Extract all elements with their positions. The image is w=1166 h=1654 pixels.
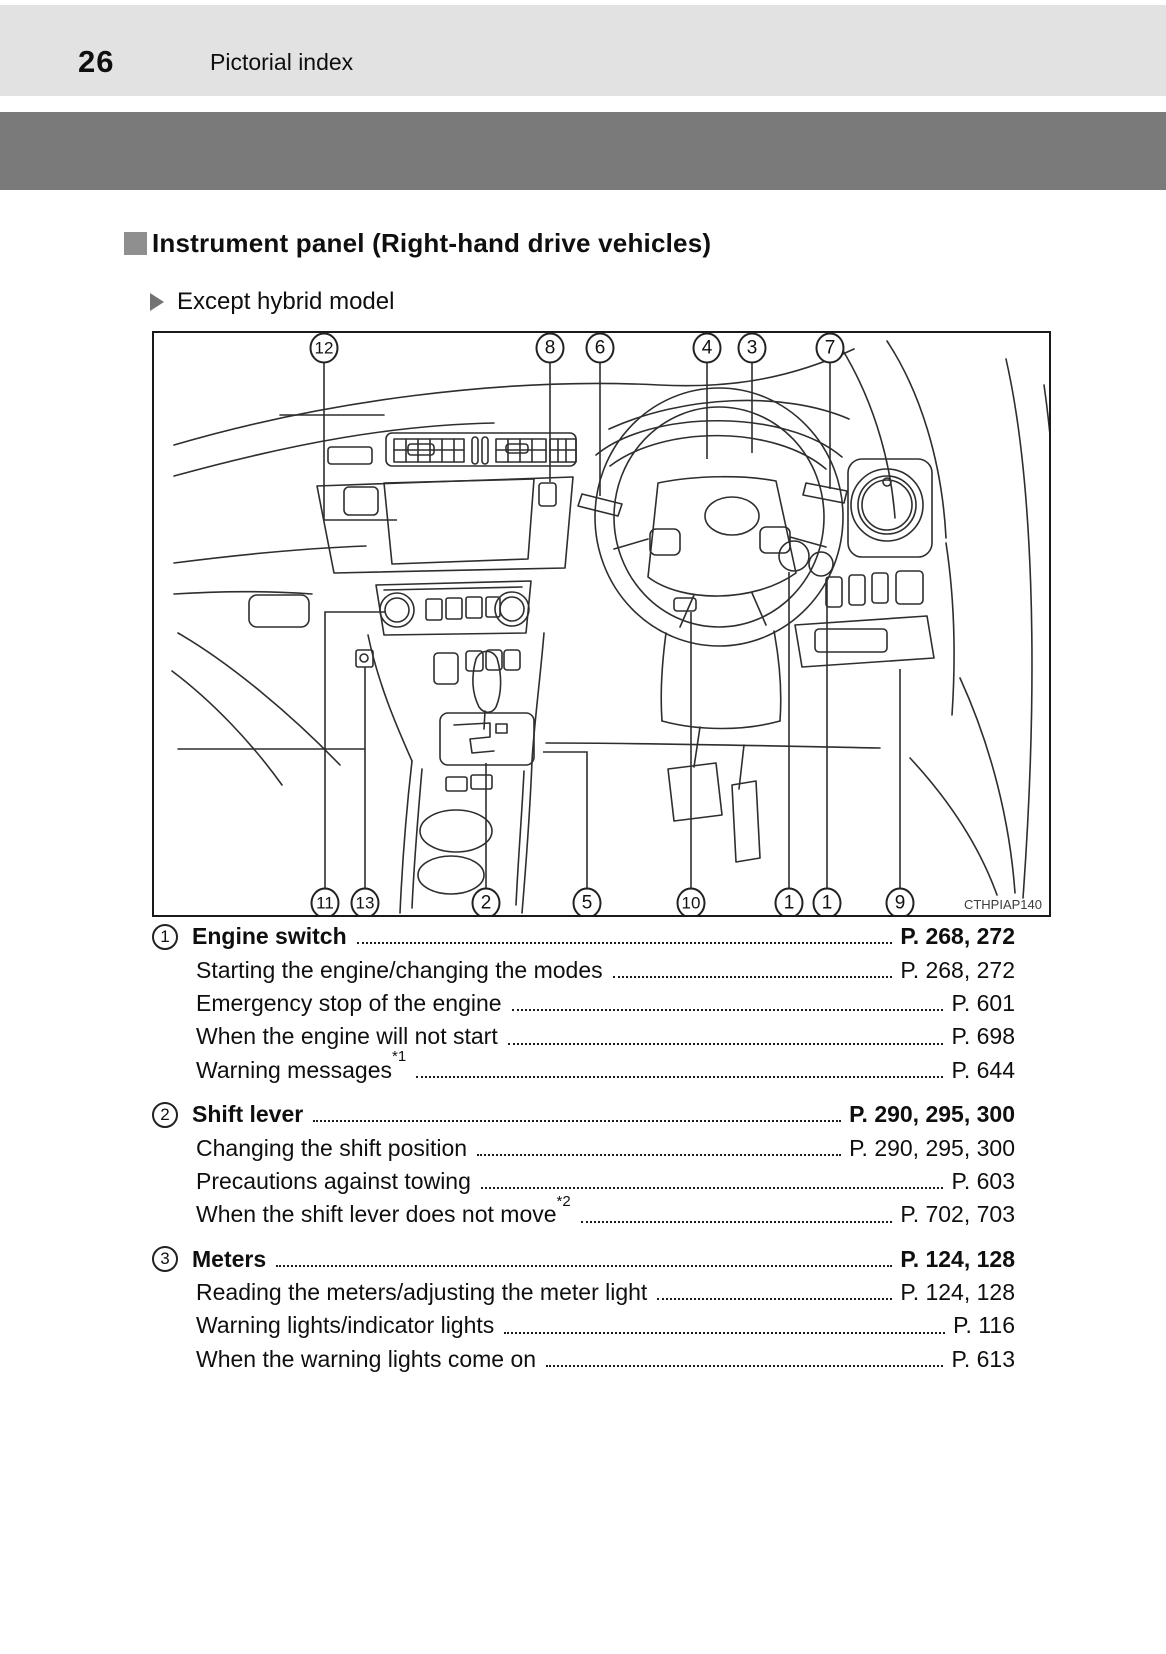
index-heading-row [152, 1243, 1015, 1276]
page-reference: P. 702, 703 [900, 1201, 1015, 1228]
index-section-3 [152, 1243, 1015, 1377]
dot-leader [276, 1265, 892, 1267]
index-item-title: Meters [192, 1245, 267, 1272]
callout-number: 10 [681, 893, 701, 913]
footnote-marker: *2 [556, 1192, 571, 1210]
callout-number: 1 [821, 892, 833, 914]
index-item-title: Shift lever [192, 1101, 304, 1128]
model-variant-line [150, 288, 394, 316]
instrument-panel-figure [152, 331, 1051, 917]
dot-leader [504, 1332, 945, 1334]
page-reference: P. 124, 128 [900, 1245, 1015, 1272]
callout-8 [537, 334, 564, 483]
callout-number: 13 [355, 893, 375, 913]
callout-11 [312, 612, 387, 915]
index-heading-row [152, 1098, 1015, 1131]
callout-number: 4 [701, 337, 713, 359]
dot-leader [657, 1298, 892, 1300]
dot-leader [477, 1154, 841, 1156]
page-reference: P. 290, 295, 300 [849, 1101, 1015, 1128]
callout-1 [776, 572, 803, 915]
index-sub-label: Starting the engine/changing the modes [196, 956, 603, 983]
callout-9 [887, 669, 914, 915]
page-number: 26 [78, 44, 115, 79]
page-reference: P. 268, 272 [900, 956, 1015, 983]
dot-leader [546, 1365, 943, 1367]
page-reference: P. 268, 272 [900, 923, 1015, 950]
dashboard-line-art [172, 338, 1049, 913]
index-sub-row [152, 1020, 1015, 1053]
index-sub-label: Changing the shift position [196, 1134, 468, 1161]
callout-number: 1 [783, 892, 795, 914]
index-sub-row [152, 1309, 1015, 1342]
index-sub-label: When the engine will not start [196, 1023, 498, 1050]
chapter-tab-band [0, 112, 1166, 190]
callout-number: 8 [544, 337, 556, 359]
dot-leader [357, 942, 893, 944]
page-reference: P. 644 [951, 1056, 1015, 1083]
page-reference: P. 116 [953, 1312, 1015, 1339]
dot-leader [508, 1043, 944, 1045]
callout-13 [352, 667, 379, 915]
pictorial-index-list [152, 920, 1015, 1376]
dot-leader [313, 1120, 841, 1122]
index-sub-label: When the shift lever does not move$^{*2}$ [196, 1192, 571, 1228]
callout-5 [543, 752, 601, 915]
callout-number: 7 [824, 337, 836, 359]
section-heading [124, 228, 711, 259]
callout-4 [694, 334, 721, 460]
callout-number: 3 [746, 337, 758, 359]
callout-6 [587, 334, 614, 497]
index-sub-label: Emergency stop of the engine [196, 989, 502, 1016]
square-bullet-icon [124, 232, 147, 255]
footnote-marker: *1 [392, 1048, 407, 1066]
triangle-bullet-icon [150, 293, 164, 311]
dot-leader [581, 1221, 893, 1223]
index-sub-label: Warning messages$^{*1}$ [196, 1048, 407, 1083]
page-reference: P. 613 [951, 1345, 1015, 1372]
page-reference: P. 290, 295, 300 [849, 1134, 1015, 1161]
page-reference: P. 603 [951, 1167, 1015, 1194]
page-header-band [0, 5, 1166, 96]
callout-2 [473, 763, 500, 915]
dot-leader [613, 976, 893, 978]
circled-number: 2 [152, 1102, 178, 1128]
callout-number: 12 [314, 338, 334, 358]
section-title: Instrument panel (Right-hand drive vehicles) [152, 228, 712, 258]
index-sub-label: When the warning lights come on [196, 1345, 537, 1372]
index-sub-label: Precautions against towing [196, 1167, 471, 1194]
index-sub-row [152, 987, 1015, 1020]
circled-number: 3 [152, 1246, 178, 1272]
page-reference: P. 601 [951, 989, 1015, 1016]
index-sub-label: Warning lights/indicator lights [196, 1312, 495, 1339]
chapter-title: Pictorial index [210, 49, 354, 75]
callout-number: 6 [594, 337, 606, 359]
callout-12 [311, 334, 398, 521]
page-reference: P. 124, 128 [900, 1279, 1015, 1306]
index-sub-row [152, 1131, 1015, 1164]
index-section-1 [152, 920, 1015, 1087]
callout-number: 5 [581, 892, 593, 914]
callout-10 [678, 612, 705, 915]
index-sub-row [152, 1276, 1015, 1309]
index-sub-row [152, 1165, 1015, 1198]
index-heading-row [152, 920, 1015, 953]
index-item-title: Engine switch [192, 923, 347, 950]
callout-number: 2 [480, 892, 492, 914]
figure-code: CTHPIAP140 [963, 897, 1042, 912]
index-section-2 [152, 1098, 1015, 1232]
dot-leader [512, 1009, 944, 1011]
dot-leader [481, 1187, 944, 1189]
index-sub-row [152, 1048, 1015, 1087]
callout-number: 9 [894, 892, 906, 914]
index-sub-label: Reading the meters/adjusting the meter light [196, 1279, 648, 1306]
callout-3 [739, 334, 766, 454]
index-sub-row [152, 1192, 1015, 1231]
callout-number: 11 [316, 893, 334, 913]
dot-leader [416, 1076, 943, 1078]
instrument-panel-illustration [154, 333, 1049, 915]
model-variant-label: Except hybrid model [177, 288, 395, 315]
circled-number: 1 [152, 924, 178, 950]
page-reference: P. 698 [951, 1023, 1015, 1050]
index-sub-row [152, 953, 1015, 986]
index-sub-row [152, 1343, 1015, 1376]
